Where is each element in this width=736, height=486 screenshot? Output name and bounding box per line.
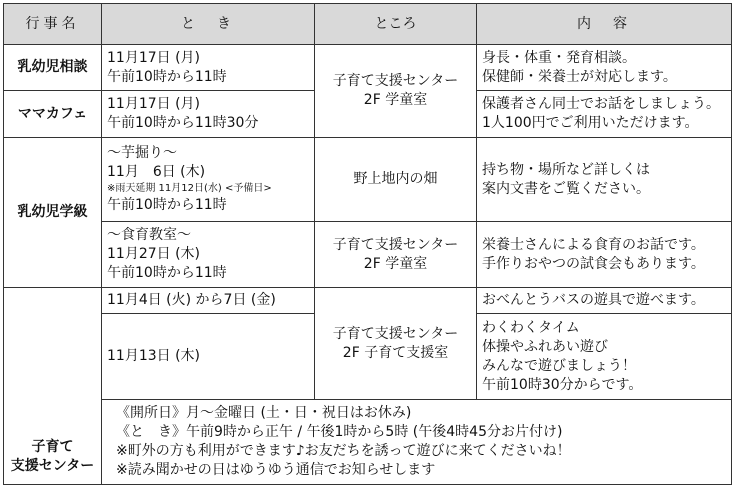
event-time: 午前10時から11時 — [107, 265, 227, 281]
rain-note: ※雨天延期 11月12日(水) <予備日> — [107, 183, 272, 194]
event-content — [477, 314, 732, 400]
content-line: 身長・体重・発育相談。 — [482, 49, 636, 66]
table-row — [4, 288, 732, 314]
event-when — [102, 91, 315, 138]
place-line: 2F 学童室 — [363, 92, 428, 108]
event-place: 野上地内の畑 — [315, 138, 477, 222]
event-name-nyuyoji-soudan: 乳幼児相談 — [4, 45, 102, 91]
content-line: 手作りおやつの試食会もあります。 — [482, 255, 705, 272]
header-content: 内 容 — [477, 4, 732, 45]
table-row — [4, 138, 732, 222]
table-row — [4, 45, 732, 91]
content-line: 体操やふれあい遊び — [482, 338, 608, 355]
note-line: ※町外の方も利用ができます♪お友だちを誘って遊びに来てくださいね！ — [116, 443, 571, 459]
place-line: 子育て支援センター — [332, 325, 459, 342]
event-when — [102, 222, 315, 288]
event-when — [102, 138, 315, 222]
event-when — [102, 45, 315, 91]
event-schedule-table — [3, 3, 732, 485]
header-event-name: 行事名 — [4, 4, 102, 45]
event-place — [315, 288, 477, 400]
event-name-line: 支援センター — [10, 458, 95, 474]
event-date: 11月17日 (月) — [107, 49, 201, 66]
event-name-line: 子育て — [31, 439, 74, 455]
event-title: 〜食育教室〜 — [107, 227, 191, 243]
place-line: 子育て支援センター — [332, 73, 459, 89]
table-row — [4, 400, 732, 485]
place-line: 2F 子育て支援室 — [342, 344, 449, 361]
event-name-support-center — [4, 288, 102, 485]
event-time: 午前10時から11時 — [107, 197, 227, 213]
content-line: 案内文書をご覧ください。 — [482, 180, 650, 197]
content-line: 保健師・栄養士が対応します。 — [482, 68, 677, 85]
support-center-notes — [102, 400, 732, 485]
event-time: 午前10時から11時 — [107, 68, 227, 85]
place-line: 2F 学童室 — [363, 255, 428, 272]
event-content — [477, 222, 732, 288]
event-content — [477, 45, 732, 91]
event-content — [477, 138, 732, 222]
event-title: 〜芋掘り〜 — [107, 145, 177, 161]
note-line: 《開所日》月～金曜日 (土・日・祝日はお休み) — [116, 405, 412, 421]
event-place — [315, 45, 477, 138]
event-date: 11月 6日 (木) — [107, 164, 206, 180]
event-place — [315, 222, 477, 288]
event-when: 11月13日 (木) — [102, 314, 315, 400]
content-line: 午前10時30分からです。 — [482, 376, 643, 393]
content-line: 持ち物・場所など詳しくは — [482, 161, 650, 178]
note-line: 《と き》午前9時から正午 / 午後1時から5時 (午後4時45分お片付け) — [116, 424, 563, 440]
content-line: 1人100円でご利用いただけます。 — [482, 115, 699, 131]
event-content — [477, 91, 732, 138]
header-where: ところ — [315, 4, 477, 45]
content-line: 保護者さん同士でお話をしましょう。 — [482, 96, 720, 112]
content-line: みんなで遊びましょう！ — [482, 357, 636, 374]
event-date: 11月17日 (月) — [107, 96, 201, 112]
event-date: 11月27日 (木) — [107, 246, 201, 262]
event-name-mama-cafe: ママカフェ — [4, 91, 102, 138]
note-line: ※読み聞かせの日はゆうゆう通信でお知らせします — [116, 462, 436, 478]
content-line: 栄養士さんによる食育のお話です。 — [482, 236, 705, 253]
header-when: と き — [102, 4, 315, 45]
event-content: おべんとうバスの遊具で遊べます。 — [477, 288, 732, 314]
event-time: 午前10時から11時30分 — [107, 115, 259, 131]
place-line: 子育て支援センター — [332, 236, 459, 253]
event-name-nyuyoji-gakkyu: 乳幼児学級 — [4, 138, 102, 288]
header-row — [4, 4, 732, 45]
content-line: わくわくタイム — [482, 319, 580, 336]
event-when: 11月4日 (火) から7日 (金) — [102, 288, 315, 314]
table-row — [4, 222, 732, 288]
